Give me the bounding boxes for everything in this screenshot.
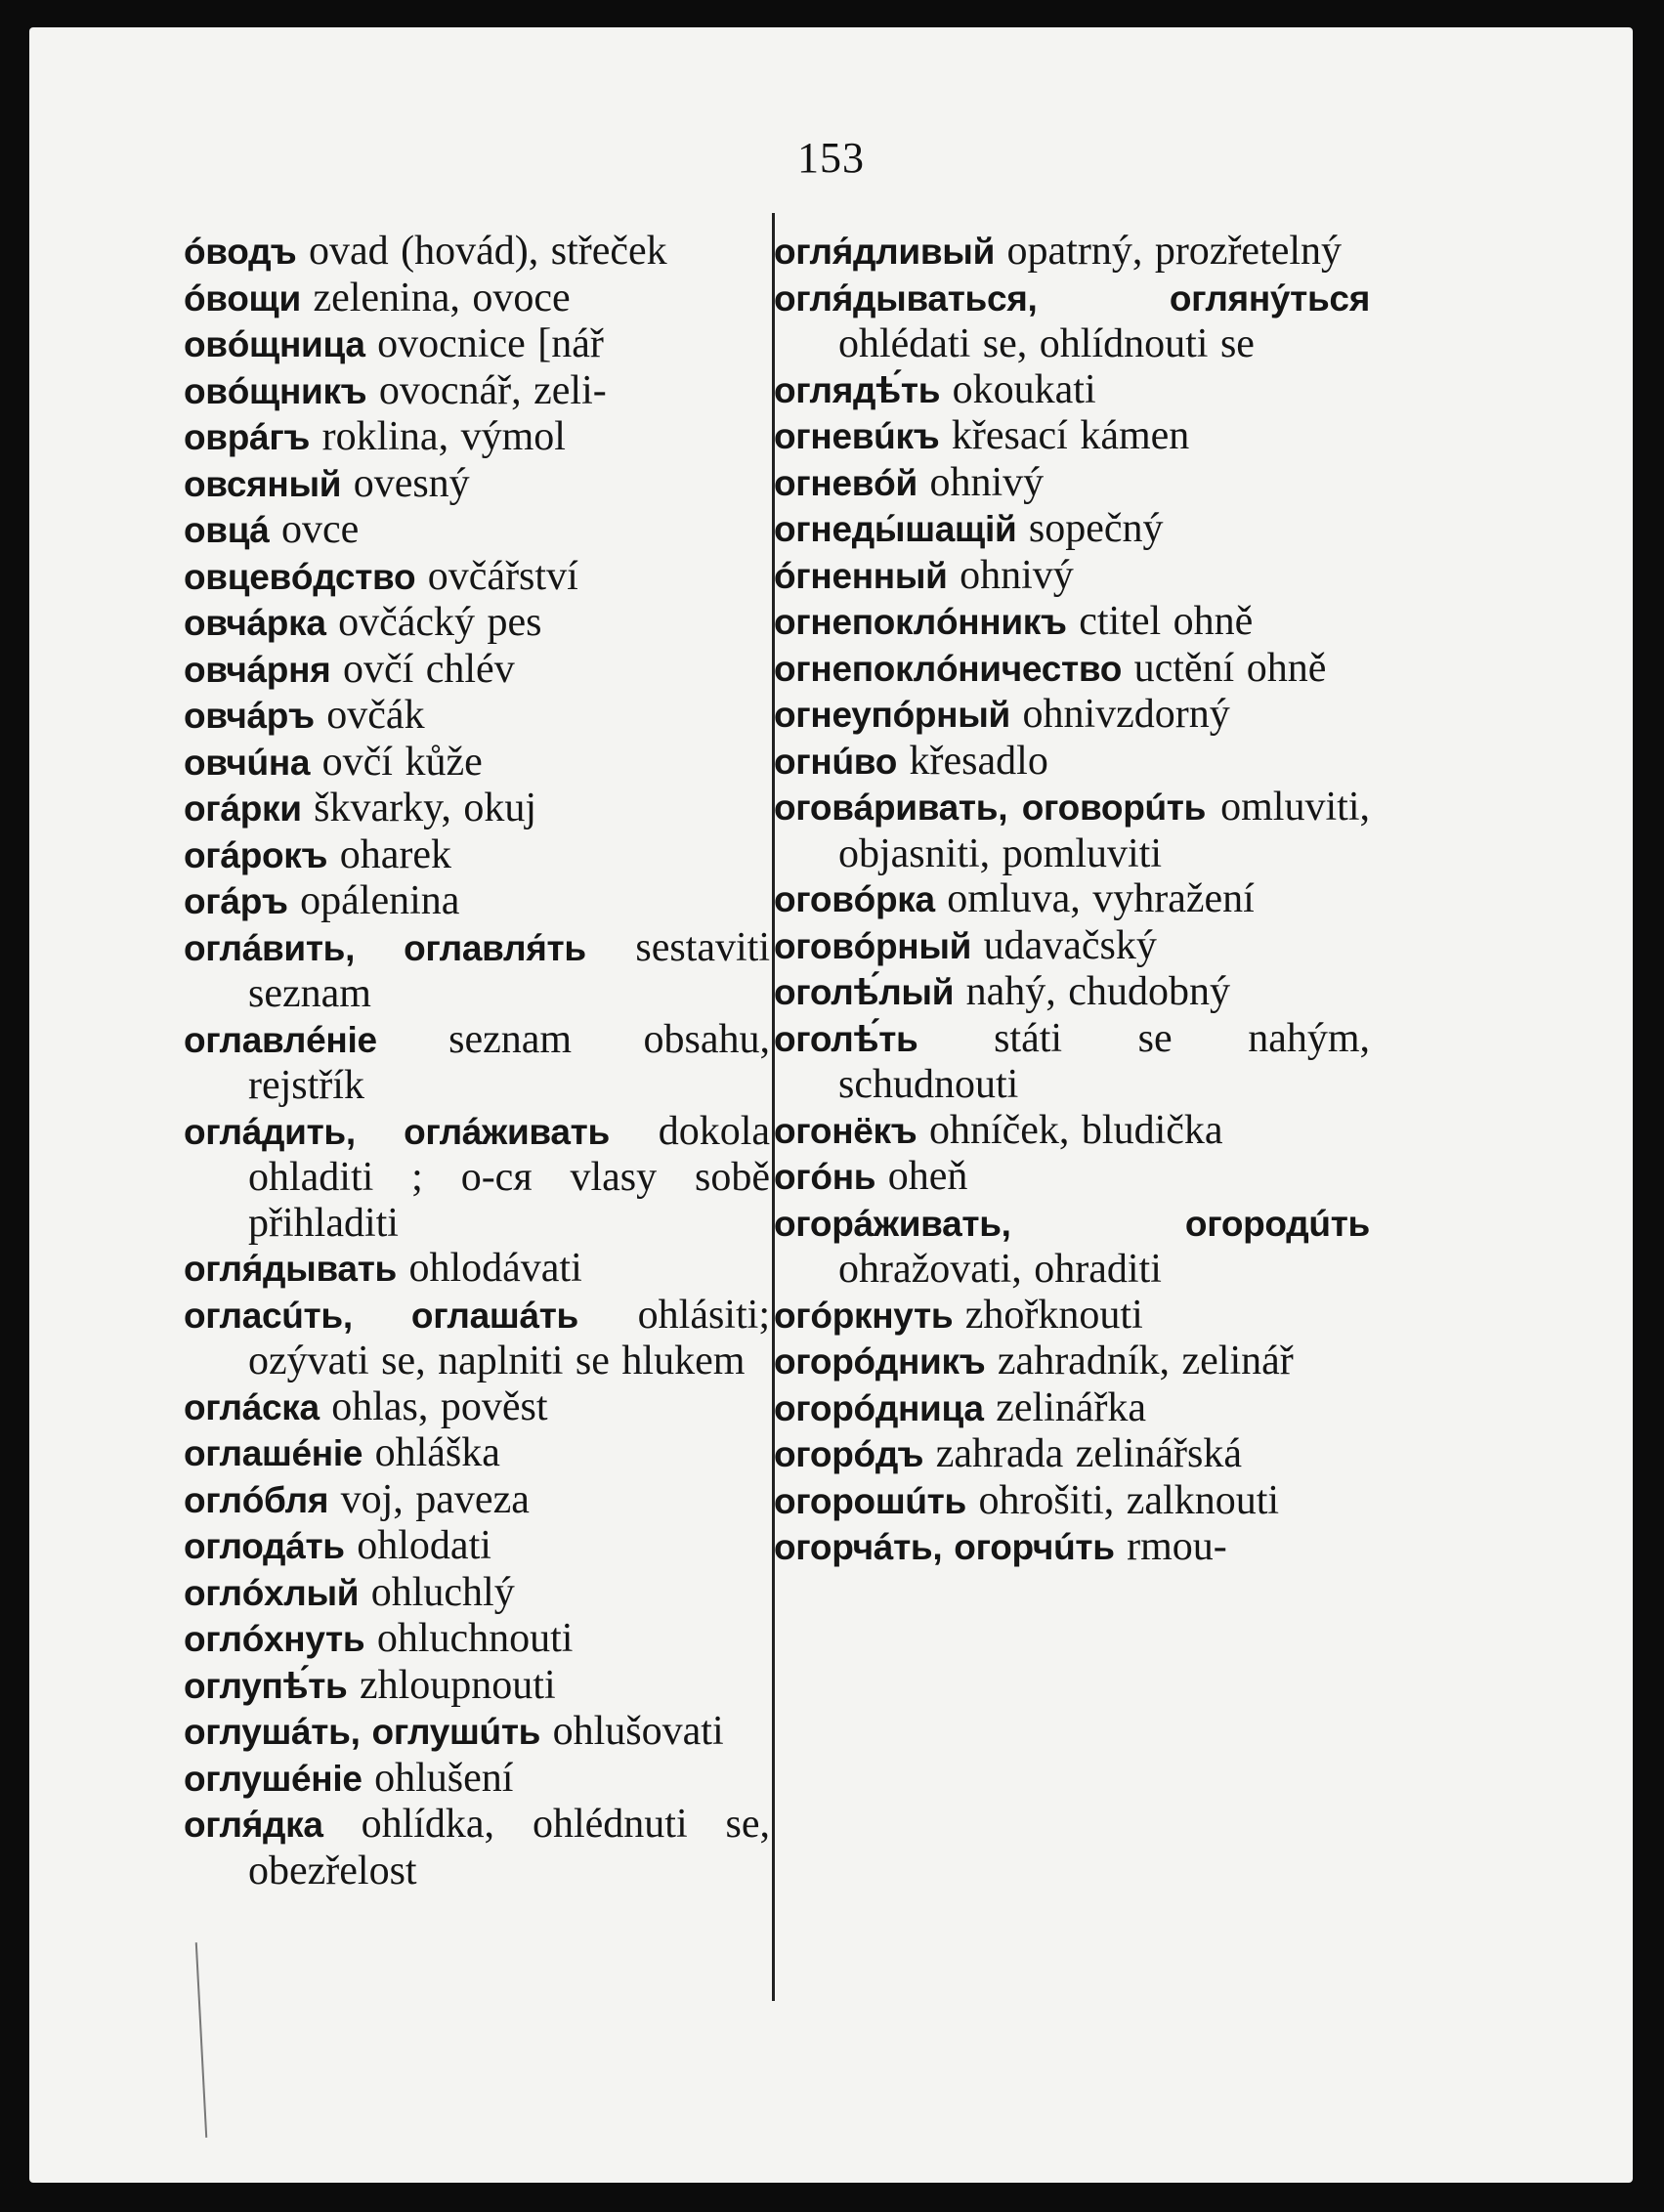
dictionary-entry xyxy=(184,647,770,694)
headword: огорóдница xyxy=(774,1387,984,1428)
headword: óгненный xyxy=(774,555,948,596)
dictionary-entry xyxy=(184,276,770,322)
translation: zelinářka xyxy=(996,1384,1147,1430)
dictionary-entry xyxy=(184,1709,770,1756)
headword: оглавлéніе xyxy=(184,1019,377,1060)
headword: оглáска xyxy=(184,1386,320,1427)
headword: оголѣ́лый xyxy=(774,972,955,1012)
translation: zhořknouti xyxy=(964,1292,1143,1338)
translation: ohlodávati xyxy=(408,1246,582,1291)
dictionary-entry xyxy=(774,739,1370,786)
headword: огневúкъ xyxy=(774,416,940,456)
dictionary-entry xyxy=(184,925,770,1017)
dictionary-entry xyxy=(184,1523,770,1570)
page-number: 153 xyxy=(797,134,865,182)
headword: огонёкъ xyxy=(774,1110,917,1151)
headword: оголѣ́ть xyxy=(774,1018,918,1059)
headword: огорóдъ xyxy=(774,1434,924,1474)
translation: škvarky, okuj xyxy=(314,786,537,830)
dictionary-entry xyxy=(184,1477,770,1524)
headword: огля́дливый xyxy=(774,232,996,272)
translation: ctitel ohně xyxy=(1079,599,1254,644)
dictionary-entry xyxy=(774,1385,1370,1432)
translation: ohlušení xyxy=(374,1755,514,1801)
headword: огнепоклóничество xyxy=(774,648,1123,689)
dictionary-entry xyxy=(184,878,770,925)
translation: omluviti, objasniti, pomluviti xyxy=(838,785,1370,876)
translation: dokola ohladiti ; о-ся vlasy sobě přihladiti xyxy=(248,1108,770,1246)
dictionary-entry xyxy=(184,554,770,601)
headword: оглодáть xyxy=(184,1526,345,1566)
translation: oheň xyxy=(887,1154,968,1199)
translation: ohrošiti, zalknouti xyxy=(978,1477,1280,1523)
translation: ohluchlý xyxy=(370,1569,515,1615)
headword: огневóй xyxy=(774,462,917,503)
translation: ovčí chlév xyxy=(342,646,515,692)
headword: оглóхнуть xyxy=(184,1619,365,1659)
headword: овóщникъ xyxy=(184,370,367,411)
dictionary-entry xyxy=(184,1430,770,1477)
translation: ohluchnouti xyxy=(376,1616,574,1661)
headword: огнúво xyxy=(774,741,898,782)
headword: огля́дываться, огляну́ться xyxy=(774,277,1370,319)
headword: оглупѣ́ть xyxy=(184,1665,348,1706)
translation: oharek xyxy=(339,831,451,877)
dictionary-entry xyxy=(774,276,1370,367)
margin-mark xyxy=(195,1942,207,2138)
headword: óводъ xyxy=(184,232,297,272)
dictionary-entry xyxy=(184,507,770,554)
translation: ohníček, bludička xyxy=(928,1107,1223,1153)
dictionary-entry xyxy=(184,414,770,461)
headword: оврáгъ xyxy=(184,417,311,457)
headword: огóркнуть xyxy=(774,1295,954,1336)
headword: огнепоклóнникъ xyxy=(774,602,1067,642)
translation: ohnivzdorný xyxy=(1022,692,1230,737)
headword: огáръ xyxy=(184,881,288,921)
dictionary-entry xyxy=(184,1017,770,1109)
translation: ohlásiti; ozývati se, naplniti se hlukem xyxy=(248,1292,770,1383)
translation: ohlušovati xyxy=(552,1709,724,1754)
dictionary-entry xyxy=(184,1616,770,1663)
translation: opálenina xyxy=(300,878,460,923)
headword: огорошúть xyxy=(774,1480,966,1521)
dictionary-entry xyxy=(774,692,1370,739)
dictionary-entry xyxy=(184,786,770,832)
translation: křesadlo xyxy=(909,738,1048,784)
headword: огласúть, оглашáть xyxy=(184,1295,578,1336)
headword: овчáрка xyxy=(184,603,326,643)
dictionary-entry xyxy=(184,1246,770,1293)
translation: ohnivý xyxy=(929,459,1045,505)
translation: ohlédati se, ohlídnouti se xyxy=(838,321,1255,366)
headword: огнеды́шащій xyxy=(774,509,1017,549)
headword: оглушéніе xyxy=(184,1758,363,1799)
translation: uctění ohně xyxy=(1133,645,1327,691)
dictionary-entry xyxy=(184,1802,770,1893)
dictionary-page xyxy=(29,27,1633,2183)
translation: ovčí kůže xyxy=(321,739,483,785)
dictionary-entry xyxy=(774,553,1370,600)
translation: okoukati xyxy=(952,366,1096,412)
translation: ohlas, pověst xyxy=(331,1383,548,1429)
translation: zahradník, zelinář xyxy=(997,1339,1294,1383)
headword: овóщница xyxy=(184,324,365,364)
headword: овчáрня xyxy=(184,649,331,690)
headword: огля́дка xyxy=(184,1805,323,1845)
translation: opatrný, prozřetelný xyxy=(1006,229,1343,274)
translation: státi se nahým, schudnouti xyxy=(838,1015,1370,1107)
translation: ovčák xyxy=(326,693,425,738)
dictionary-entry xyxy=(184,1384,770,1431)
translation: zahrada zelinářská xyxy=(935,1431,1242,1476)
translation: ohlodati xyxy=(357,1523,491,1568)
dictionary-entry xyxy=(184,1570,770,1617)
translation: ovce xyxy=(280,507,360,552)
translation: ohnivý xyxy=(960,552,1074,598)
dictionary-entry xyxy=(774,923,1370,970)
dictionary-entry xyxy=(774,1478,1370,1525)
dictionary-entry xyxy=(774,1339,1370,1385)
translation: ovesný xyxy=(353,460,470,506)
dictionary-entry xyxy=(184,321,770,368)
dictionary-entry xyxy=(184,1109,770,1247)
headword: овчáръ xyxy=(184,696,315,736)
headword: овчúна xyxy=(184,742,311,783)
translation: zelenina, ovoce xyxy=(313,275,571,320)
headword: оговóрный xyxy=(774,925,972,966)
headword: оглáдить, оглáживать xyxy=(184,1111,610,1152)
dictionary-entry xyxy=(774,460,1370,507)
translation: ohlídka, ohlédnuti se, obezřelost xyxy=(248,1802,770,1893)
translation: zhloupnouti xyxy=(360,1662,556,1708)
dictionary-entry xyxy=(774,1108,1370,1155)
dictionary-entry xyxy=(184,832,770,879)
dictionary-entry xyxy=(774,646,1370,693)
translation: voj, paveza xyxy=(340,1476,530,1522)
dictionary-entry xyxy=(774,1154,1370,1201)
headword: оглушáть, оглушúть xyxy=(184,1712,541,1752)
headword: огóнь xyxy=(774,1157,876,1197)
translation: seznam obsahu, rejstřík xyxy=(248,1016,770,1108)
dictionary-entry xyxy=(774,506,1370,553)
dictionary-entry xyxy=(774,1524,1370,1571)
headword: оглашéніе xyxy=(184,1433,363,1473)
left-column xyxy=(184,229,770,1893)
translation: ovčácký pes xyxy=(338,600,542,645)
translation: sopečný xyxy=(1028,506,1164,551)
translation: roklina, výmol xyxy=(321,414,566,459)
translation: ovad (hovád), střeček xyxy=(308,229,667,274)
headword: огорчáть, огорчúть xyxy=(774,1527,1115,1567)
headword: оговáривать, оговорúть xyxy=(774,787,1207,828)
dictionary-entry xyxy=(774,599,1370,646)
headword: оглядѣ́ть xyxy=(774,369,941,410)
dictionary-entry xyxy=(774,229,1370,276)
headword: оглóбля xyxy=(184,1479,329,1520)
dictionary-entry xyxy=(184,1293,770,1384)
translation: udavačský xyxy=(983,922,1157,968)
dictionary-entry xyxy=(774,785,1370,876)
dictionary-entry xyxy=(774,969,1370,1016)
headword: оговóрка xyxy=(774,879,935,919)
headword: огнеупóрный xyxy=(774,695,1010,735)
headword: оглóхлый xyxy=(184,1572,360,1613)
dictionary-entry xyxy=(774,876,1370,923)
dictionary-entry xyxy=(184,461,770,508)
headword: огорáживать, огородúть xyxy=(774,1203,1370,1244)
translation: omluva, vyhražení xyxy=(947,876,1255,921)
translation: ovocnář, zeli- xyxy=(378,367,607,413)
dictionary-entry xyxy=(774,1293,1370,1340)
dictionary-entry xyxy=(774,367,1370,414)
dictionary-entry xyxy=(774,1431,1370,1478)
headword: овцá xyxy=(184,510,270,550)
headword: огáрки xyxy=(184,788,302,829)
right-column xyxy=(774,229,1370,1571)
headword: огля́дывать xyxy=(184,1249,397,1289)
headword: овцевóдство xyxy=(184,556,416,597)
translation: ovocnice [nář xyxy=(377,321,604,366)
headword: оглáвить, оглавля́ть xyxy=(184,927,586,968)
translation: ohláška xyxy=(374,1430,500,1475)
translation: křesací kámen xyxy=(951,413,1190,458)
dictionary-entry xyxy=(184,693,770,740)
translation: nahý, chudobný xyxy=(965,969,1230,1014)
headword: огорóдникъ xyxy=(774,1341,986,1382)
dictionary-entry xyxy=(184,229,770,276)
dictionary-entry xyxy=(184,740,770,787)
translation: rmou- xyxy=(1127,1524,1227,1569)
headword: óвощи xyxy=(184,277,301,319)
dictionary-entry xyxy=(184,368,770,415)
dictionary-entry xyxy=(184,1756,770,1803)
headword: овсяный xyxy=(184,463,342,504)
dictionary-entry xyxy=(184,600,770,647)
translation: ohražovati, ohraditi xyxy=(838,1247,1162,1292)
dictionary-entry xyxy=(774,1016,1370,1108)
translation: ovčářství xyxy=(427,553,578,599)
dictionary-entry xyxy=(184,1663,770,1710)
translation: sestaviti seznam xyxy=(248,924,770,1016)
dictionary-entry xyxy=(774,413,1370,460)
dictionary-entry xyxy=(774,1201,1370,1293)
headword: огáрокъ xyxy=(184,834,328,875)
